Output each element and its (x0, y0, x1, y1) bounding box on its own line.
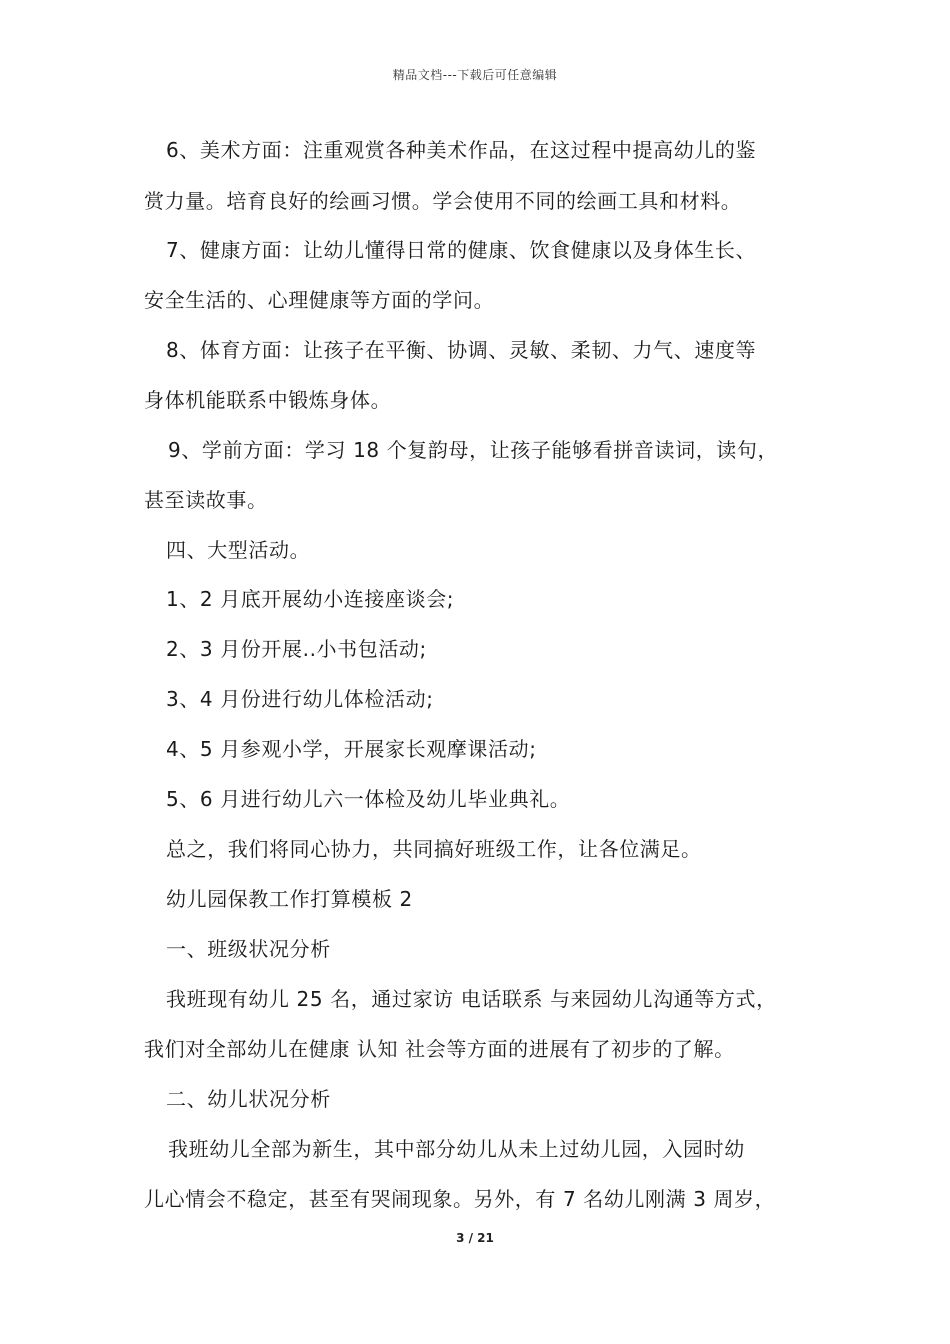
text-line: 甚至读故事。 (144, 488, 268, 512)
text-line: 8、体育方面：让孩子在平衡、协调、灵敏、柔韧、力气、速度等 (166, 338, 757, 362)
list-item: 1、2 月底开展幼小连接座谈会; (166, 587, 455, 611)
text-line: 7、健康方面：让幼儿懂得日常的健康、饮食健康以及身体生长、 (166, 238, 757, 262)
text-line: 安全生活的、心理健康等方面的学问。 (144, 288, 495, 312)
section-heading: 四、大型活动。 (166, 538, 311, 562)
page-number: 3 / 21 (456, 1231, 494, 1245)
text-line: 我班现有幼儿 25 名，通过家访 电话联系 与来园幼儿沟通等方式， (166, 987, 777, 1011)
text-line: 总之，我们将同心协力，共同搞好班级工作，让各位满足。 (166, 837, 702, 861)
section-heading: 一、班级状况分析 (166, 937, 331, 961)
list-item: 4、5 月参观小学，开展家长观摩课活动; (166, 737, 537, 761)
text-line: 赏力量。培育良好的绘画习惯。学会使用不同的绘画工具和材料。 (144, 189, 742, 213)
list-item: 2、3 月份开展..小书包活动; (166, 637, 427, 661)
section-heading: 二、幼儿状况分析 (166, 1087, 331, 1111)
text-line: 9、学前方面：学习 18 个复韵母，让孩子能够看拼音读词，读句， (168, 438, 779, 462)
text-line: 我们对全部幼儿在健康 认知 社会等方面的进展有了初步的了解。 (144, 1037, 735, 1061)
text-line: 身体机能联系中锻炼身体。 (144, 388, 392, 412)
document-subtitle: 幼儿园保教工作打算模板 2 (166, 887, 413, 911)
text-line: 儿心情会不稳定，甚至有哭闹现象。另外，有 7 名幼儿刚满 3 周岁， (144, 1187, 776, 1211)
text-line: 6、美术方面：注重观赏各种美术作品，在这过程中提高幼儿的鉴 (166, 138, 757, 162)
page-header: 精品文档---下载后可任意编辑 (392, 68, 558, 82)
list-item: 3、4 月份进行幼儿体检活动; (166, 687, 434, 711)
text-line: 我班幼儿全部为新生，其中部分幼儿从未上过幼儿园，入园时幼 (168, 1137, 745, 1161)
list-item: 5、6 月进行幼儿六一体检及幼儿毕业典礼。 (166, 787, 571, 811)
